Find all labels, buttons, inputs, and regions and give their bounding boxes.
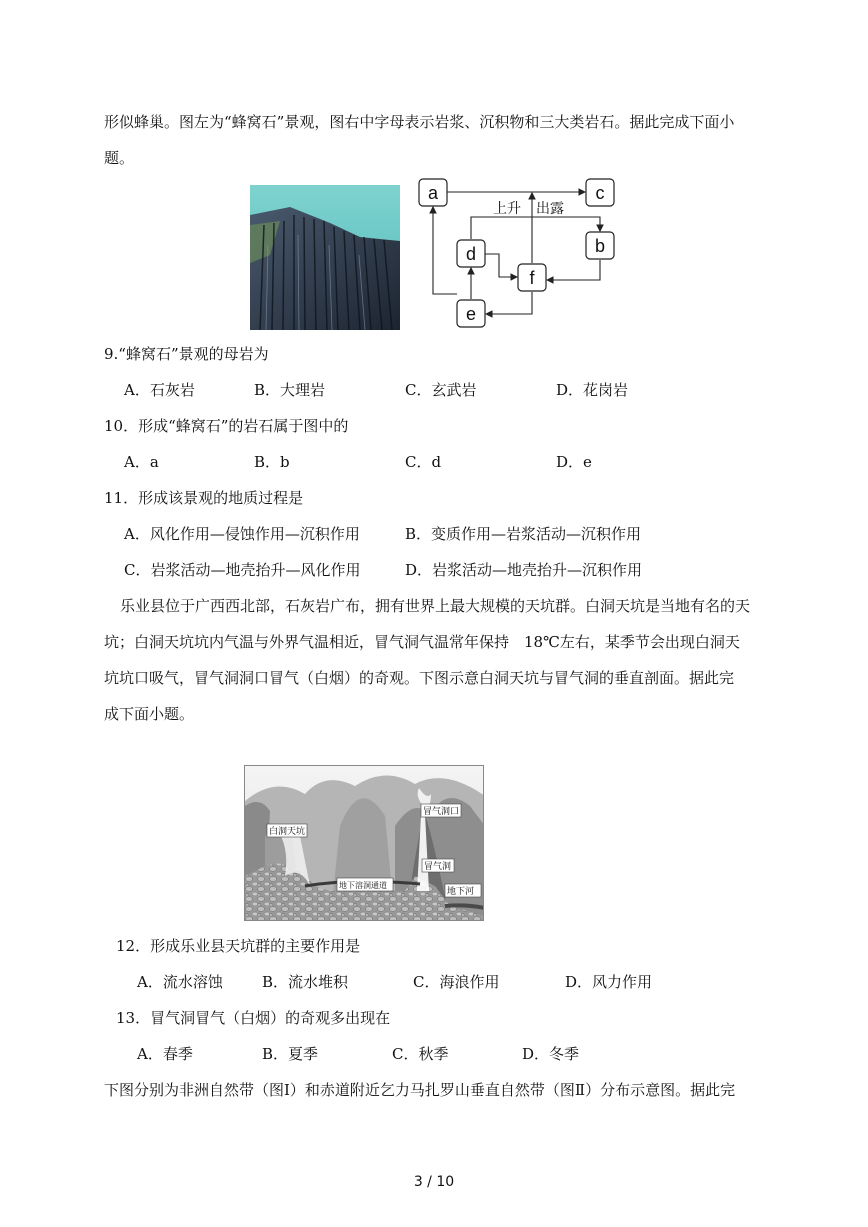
intro2-line3: 坑坑口吸气，冒气洞洞口冒气（白烟）的奇观。下图示意白洞天坑与冒气洞的垂直剖面。据此完 <box>104 669 735 687</box>
q10-option-b: B．b <box>254 453 290 471</box>
q12-option-d: D．风力作用 <box>565 973 653 991</box>
honeycomb-stone-photo <box>250 185 400 330</box>
q12-stem: 12．形成乐业县天坑群的主要作用是 <box>116 937 361 955</box>
q10-stem: 10．形成“蜂窝石”的岩石属于图中的 <box>104 417 349 435</box>
q9-option-a: A．石灰岩 <box>124 381 195 399</box>
q11-option-a: A．风化作用—侵蚀作用—沉积作用 <box>124 525 360 543</box>
page-number: 3 / 10 <box>413 1174 455 1190</box>
q11-option-c: C．岩浆活动—地壳抬升—风化作用 <box>124 561 361 579</box>
node-f: f <box>529 268 535 288</box>
node-b: b <box>594 236 606 256</box>
q10-option-d: D．e <box>556 453 592 471</box>
node-c: c <box>595 183 605 203</box>
label-underground-river: 地下河 <box>447 887 475 897</box>
intro2-line2: 坑；白洞天坑坑内气温与外界气温相近，冒气洞气温常年保持 18℃左右，某季节会出现白洞天 <box>104 633 740 651</box>
q11-option-d: D．岩浆活动—地壳抬升—沉积作用 <box>405 561 643 579</box>
label-underground-channel: 地下溶洞通道 <box>339 881 387 890</box>
intro3-line1: 下图分别为非洲自然带（图Ⅰ）和赤道附近乞力马扎罗山垂直自然带（图Ⅱ）分布示意图。据此完 <box>104 1081 736 1099</box>
q11-stem: 11．形成该景观的地质过程是 <box>104 489 304 507</box>
q9-option-b: B．大理岩 <box>254 381 326 399</box>
intro2-line4: 成下面小题。 <box>104 705 195 723</box>
q9-stem: 9.“蜂窝石”景观的母岩为 <box>104 345 269 363</box>
q9-option-d: D．花岗岩 <box>556 381 629 399</box>
label-maoqi-cave: 冒气洞 <box>424 862 452 872</box>
q12-option-b: B．流水堆积 <box>262 973 349 991</box>
node-a: a <box>427 183 439 203</box>
q13-option-c: C．秋季 <box>392 1045 449 1063</box>
q12-option-a: A．流水溶蚀 <box>137 973 223 991</box>
rock-cycle-diagram <box>415 176 625 332</box>
node-d: d <box>465 244 477 264</box>
label-baidong-sinkhole: 白洞天坑 <box>269 827 306 837</box>
q10-option-a: A．a <box>124 453 159 471</box>
intro1-line2: 题。 <box>104 149 135 167</box>
label-expose: 出露 <box>536 201 564 217</box>
q13-option-b: B．夏季 <box>262 1045 319 1063</box>
label-uplift: 上升 <box>493 201 521 217</box>
q13-option-d: D．冬季 <box>522 1045 580 1063</box>
q11-option-b: B．变质作用—岩浆活动—沉积作用 <box>405 525 642 543</box>
q13-stem: 13．冒气洞冒气（白烟）的奇观多出现在 <box>116 1009 391 1027</box>
intro1-line1: 形似蜂巢。图左为“蜂窝石”景观，图右中字母表示岩浆、沉积物和三大类岩石。据此完成下面小 <box>104 113 735 131</box>
q10-option-c: C．d <box>405 453 442 471</box>
q12-option-c: C．海浪作用 <box>413 973 500 991</box>
q9-option-c: C．玄武岩 <box>405 381 477 399</box>
label-maoqi-cave-mouth: 冒气洞口 <box>423 807 460 817</box>
node-e: e <box>465 304 477 324</box>
q13-option-a: A．春季 <box>137 1045 193 1063</box>
cave-cross-section-diagram <box>244 765 484 921</box>
intro2-line1: 乐业县位于广西西北部，石灰岩广布，拥有世界上最大规模的天坑群。白洞天坑是当地有名的天 <box>120 597 751 615</box>
